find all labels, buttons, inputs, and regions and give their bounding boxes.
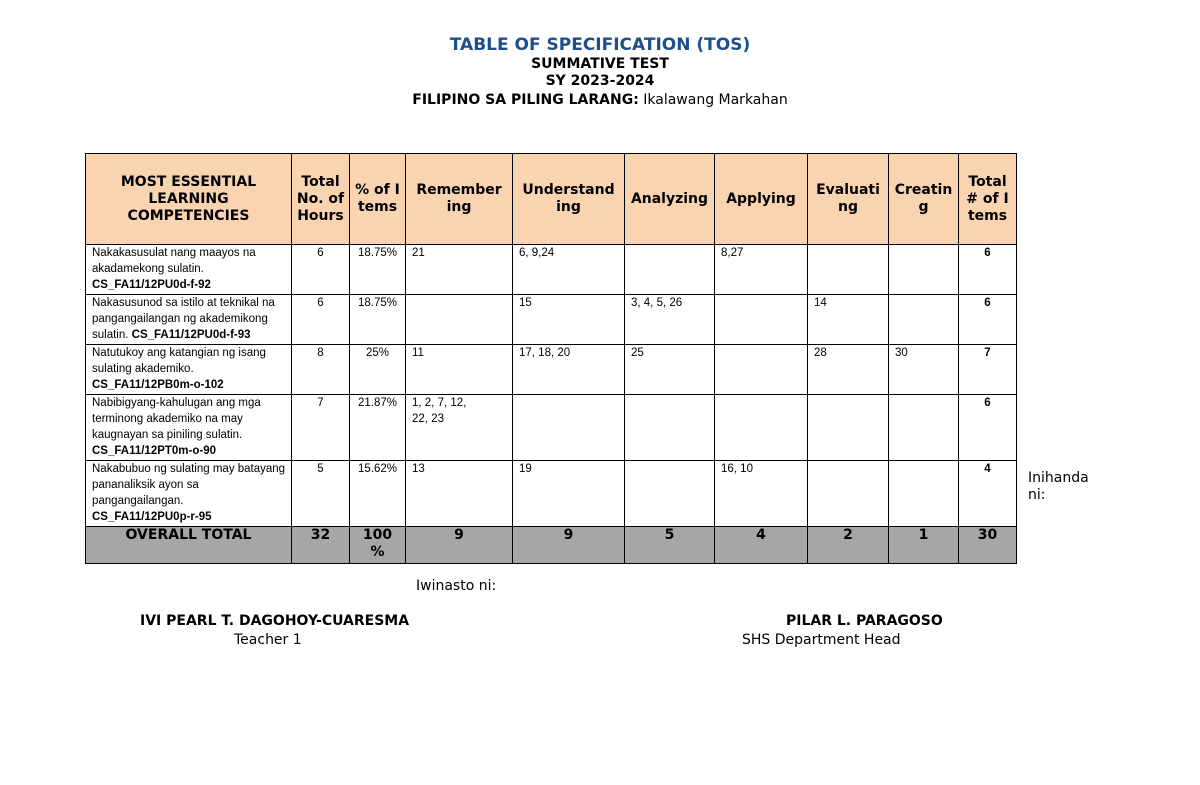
total-cell: 6: [959, 395, 1017, 461]
approver-role: SHS Department Head: [742, 632, 901, 648]
approver-name: PILAR L. PARAGOSO: [786, 613, 943, 629]
competency-text: Natutukoy ang katangian ng isang sulating akademiko.: [92, 347, 266, 375]
remembering-cell: 13: [406, 461, 513, 527]
total-cell: 6: [959, 295, 1017, 345]
creating-cell: [889, 395, 959, 461]
understanding-cell: 17, 18, 20: [513, 345, 625, 395]
remembering-cell: 11: [406, 345, 513, 395]
table-row: [86, 395, 1017, 461]
table-header-row: [86, 154, 1017, 245]
overall-creating: 1: [889, 527, 959, 564]
preparer-role: Teacher 1: [234, 632, 302, 648]
table-row: [86, 345, 1017, 395]
hours-cell: 7: [292, 395, 350, 461]
competency-text: Nakasusunod sa istilo at teknikal na pangangailangan ng akademikong sulatin.: [92, 297, 275, 341]
tos-table: [85, 153, 1017, 564]
understanding-cell: [513, 395, 625, 461]
overall-evaluating: 2: [808, 527, 889, 564]
document-title: TABLE OF SPECIFICATION (TOS): [449, 35, 751, 55]
overall-total-row: [86, 527, 1017, 564]
school-year: SY 2023-2024: [545, 73, 655, 89]
competency-cell: [86, 345, 292, 395]
overall-applying: 4: [715, 527, 808, 564]
evaluating-cell: 28: [808, 345, 889, 395]
overall-pct: 100 %: [350, 527, 406, 564]
header-mel: MOST ESSENTIAL LEARNING COMPETENCIES: [86, 154, 292, 245]
analyzing-cell: [625, 245, 715, 295]
overall-remembering: 9: [406, 527, 513, 564]
hours-cell: 5: [292, 461, 350, 527]
understanding-cell: 15: [513, 295, 625, 345]
header-pct: % of Items: [350, 154, 406, 245]
evaluating-cell: 14: [808, 295, 889, 345]
overall-analyzing: 5: [625, 527, 715, 564]
understanding-cell: 6, 9,24: [513, 245, 625, 295]
applying-cell: [715, 395, 808, 461]
applying-cell: 16, 10: [715, 461, 808, 527]
total-cell: 6: [959, 245, 1017, 295]
creating-cell: 30: [889, 345, 959, 395]
analyzing-cell: [625, 395, 715, 461]
pct-cell: 18.75%: [350, 245, 406, 295]
header-evaluating: Evaluating: [808, 154, 889, 245]
analyzing-cell: 3, 4, 5, 26: [625, 295, 715, 345]
creating-cell: [889, 245, 959, 295]
header-remembering: Remembering: [406, 154, 513, 245]
creating-cell: [889, 461, 959, 527]
evaluating-cell: [808, 395, 889, 461]
analyzing-cell: [625, 461, 715, 527]
preparer-name: IVI PEARL T. DAGOHOY-CUARESMA: [140, 613, 410, 629]
overall-understanding: 9: [513, 527, 625, 564]
header-applying: Applying: [715, 154, 808, 245]
competency-cell: [86, 461, 292, 527]
header-total: Total # of Items: [959, 154, 1017, 245]
applying-cell: [715, 295, 808, 345]
understanding-cell: 19: [513, 461, 625, 527]
prepared-by-label: Inihanda ni:: [1028, 470, 1089, 503]
test-type: SUMMATIVE TEST: [531, 56, 669, 72]
remembering-cell: 21: [406, 245, 513, 295]
table-row: [86, 295, 1017, 345]
pct-cell: 21.87%: [350, 395, 406, 461]
subject-line: [0, 92, 1200, 108]
applying-cell: 8,27: [715, 245, 808, 295]
total-cell: 7: [959, 345, 1017, 395]
header-hours: Total No. of Hours: [292, 154, 350, 245]
hours-cell: 6: [292, 295, 350, 345]
table-row: [86, 245, 1017, 295]
competency-cell: [86, 295, 292, 345]
total-cell: 4: [959, 461, 1017, 527]
competency-code: CS_FA11/12PB0m-o-102: [92, 379, 224, 391]
overall-hours: 32: [292, 527, 350, 564]
evaluating-cell: [808, 245, 889, 295]
subject-quarter: Ikalawang Markahan: [638, 92, 788, 108]
hours-cell: 6: [292, 245, 350, 295]
competency-cell: [86, 395, 292, 461]
hours-cell: 8: [292, 345, 350, 395]
table-row: [86, 461, 1017, 527]
subject-label: FILIPINO SA PILING LARANG:: [412, 92, 639, 108]
pct-cell: 15.62%: [350, 461, 406, 527]
competency-text: Nakakasusulat nang maayos na akadamekong sulatin.: [92, 247, 256, 275]
competency-code: CS_FA11/12PU0d-f-93: [131, 329, 251, 341]
overall-label: OVERALL TOTAL: [86, 527, 292, 564]
pct-cell: 25%: [350, 345, 406, 395]
competency-text: Nabibigyang-kahulugan ang mga terminong akademiko na may kaugnayan sa piniling sulatin.: [92, 397, 261, 441]
header-understanding: Understanding: [513, 154, 625, 245]
competency-code: CS_FA11/12PU0d-f-92: [92, 279, 211, 291]
remembering-cell: 1, 2, 7, 12, 22, 23: [406, 395, 513, 461]
remembering-cell: [406, 295, 513, 345]
creating-cell: [889, 295, 959, 345]
competency-code: CS_FA11/12PU0p-r-95: [92, 511, 212, 523]
competency-text: Nakabubuo ng sulating may batayang pananaliksik ayon sa pangangailangan.: [92, 463, 286, 507]
overall-total: 30: [959, 527, 1017, 564]
header-analyzing: Analyzing: [625, 154, 715, 245]
header-creating: Creating: [889, 154, 959, 245]
approved-by-label: Iwinasto ni:: [416, 578, 497, 594]
applying-cell: [715, 345, 808, 395]
analyzing-cell: 25: [625, 345, 715, 395]
competency-cell: [86, 245, 292, 295]
competency-code: CS_FA11/12PT0m-o-90: [92, 445, 217, 457]
pct-cell: 18.75%: [350, 295, 406, 345]
evaluating-cell: [808, 461, 889, 527]
